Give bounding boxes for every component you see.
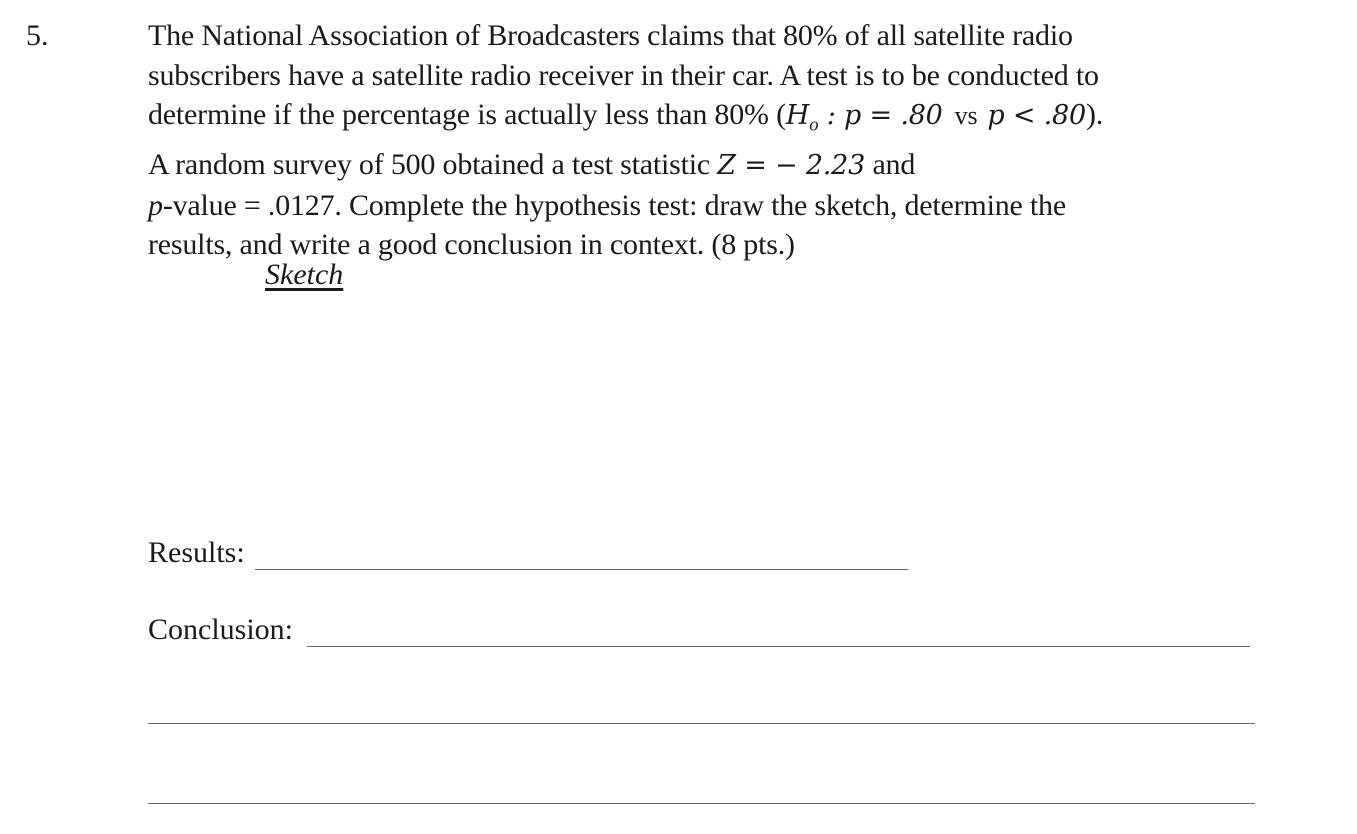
question-line-3 xyxy=(148,95,1348,145)
question-number: 5. xyxy=(26,19,49,52)
conclusion-answer-line-1[interactable] xyxy=(307,646,1250,647)
null-hypothesis-var: H xyxy=(785,100,810,131)
question-line-4 xyxy=(148,145,1348,186)
alternative-hypothesis: p < .80 xyxy=(987,100,1087,131)
p-value-var: p xyxy=(148,188,163,222)
conclusion-label: Conclusion: xyxy=(148,613,294,646)
results-answer-line[interactable] xyxy=(255,569,908,570)
results-label: Results: xyxy=(148,536,245,569)
question-line-1: The National Association of Broadcasters claims that 80% of all satellite radio xyxy=(148,19,1073,52)
question-line-4-and: and xyxy=(865,148,916,181)
vs-text: vs xyxy=(954,101,978,130)
question-line-5 xyxy=(148,186,1348,226)
null-hypothesis: : p = .80 xyxy=(818,100,943,131)
question-line-5-text: -value = .0127. Complete the hypothesis test: draw the sketch, determine the xyxy=(162,188,1066,222)
conclusion-answer-line-2[interactable] xyxy=(148,723,1255,724)
null-hypothesis-sub: o xyxy=(809,114,819,136)
hypothesis-close: ). xyxy=(1086,98,1104,131)
question-text xyxy=(148,16,1348,265)
question-line-6: results, and write a good conclusion in context. (8 pts.) xyxy=(148,228,795,261)
question-line-4-text: A random survey of 500 obtained a test statistic xyxy=(148,148,718,181)
question-line-3-text: determine if the percentage is actually less than 80% ( xyxy=(148,98,786,131)
test-statistic: Z = − 2.23 xyxy=(717,150,866,181)
sketch-label: Sketch xyxy=(265,258,344,291)
question-line-2: subscribers have a satellite radio receiver in their car. A test is to be conducted to xyxy=(148,58,1099,92)
conclusion-answer-line-3[interactable] xyxy=(148,803,1255,804)
